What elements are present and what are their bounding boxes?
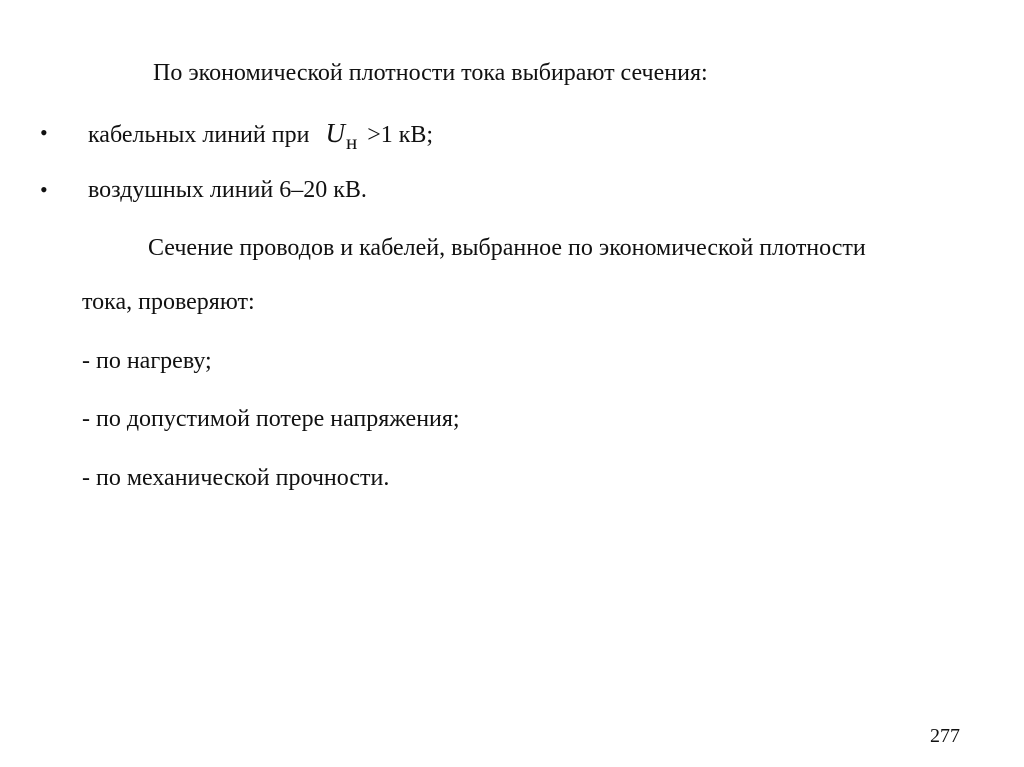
bullet-text-after: >1 кВ; <box>367 122 434 148</box>
math-subscript: н <box>345 130 358 154</box>
paragraph-line-2: тока, проверяют: <box>82 289 255 315</box>
paragraph-line-1: Сечение проводов и кабелей, выбранное по экономической плотности <box>148 235 866 261</box>
math-variable: U <box>325 118 345 148</box>
page-number: 277 <box>930 725 960 747</box>
bullet-marker: • <box>40 177 48 202</box>
bullet-item-overhead-lines: воздушных линий 6–20 кВ. <box>88 177 367 203</box>
bullet-item-cable-lines <box>88 118 434 154</box>
bullet-marker: • <box>40 120 48 145</box>
intro-line: По экономической плотности тока выбирают сечения: <box>153 60 708 86</box>
check-item: - по механической прочности. <box>82 465 390 491</box>
check-item: - по допустимой потере напряжения; <box>82 406 460 432</box>
bullet-text-before: кабельных линий при <box>88 122 310 148</box>
check-item: - по нагреву; <box>82 348 212 374</box>
